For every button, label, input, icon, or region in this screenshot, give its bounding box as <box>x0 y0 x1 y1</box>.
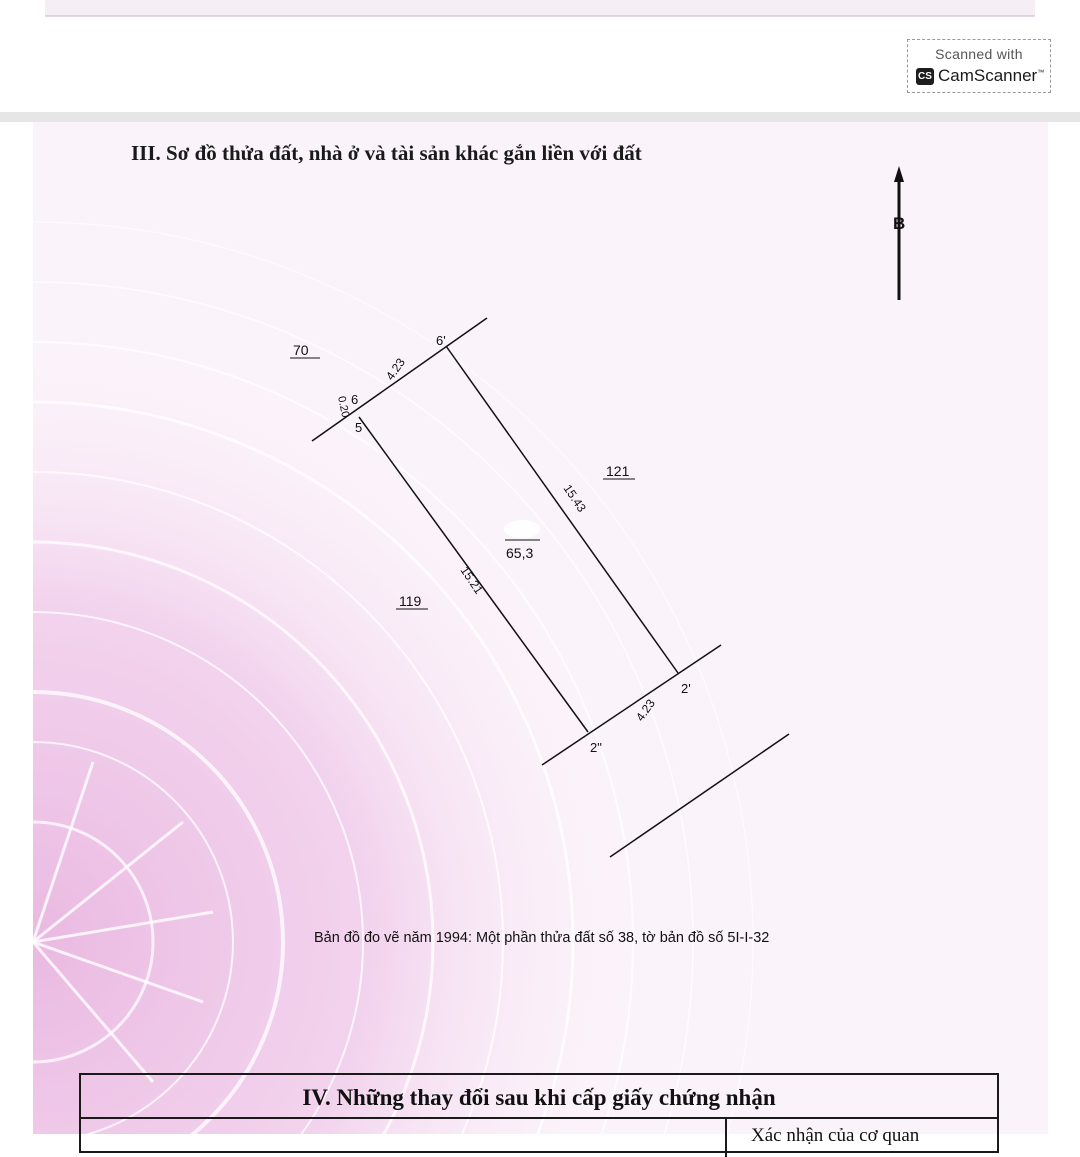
vertex-6-prime: 6' <box>436 333 446 348</box>
neighbor-parcel-121: 121 <box>606 463 630 479</box>
boundary-top-line <box>312 318 487 441</box>
edge-length-bottom: 4.23 <box>632 696 658 724</box>
column-header-confirmation: Xác nhận của cơ quan <box>751 1125 920 1146</box>
vertex-6: 6 <box>351 392 359 407</box>
table-divider <box>81 1117 997 1119</box>
parcel-boundary <box>312 318 789 857</box>
edge-length-short: 0.20 <box>335 395 352 419</box>
parcel-area: 65,3 <box>506 545 534 561</box>
watermark-brand-name: CamScanner <box>938 66 1038 85</box>
blurred-parcel-number <box>504 520 540 538</box>
table-column-divider <box>725 1117 727 1157</box>
boundary-right-line <box>446 346 678 673</box>
section-4-table <box>79 1073 999 1153</box>
vertex-2-prime: 2' <box>681 681 691 696</box>
edge-length-top: 4.23 <box>382 355 408 383</box>
vertex-2-double-prime: 2" <box>590 740 602 755</box>
edge-length-left: 15.21 <box>457 563 486 597</box>
edge-length-right: 15.43 <box>560 481 589 515</box>
section-3-title: III. Sơ đồ thửa đất, nhà ở và tài sản khác gắn liền với đất <box>131 141 642 165</box>
watermark-caption: Scanned with <box>935 46 1023 62</box>
watermark-trademark: ™ <box>1037 69 1045 77</box>
north-arrow-icon <box>894 166 904 300</box>
north-label: B <box>893 214 906 233</box>
neighbor-parcel-119: 119 <box>399 593 422 609</box>
map-source-note: Bản đồ đo vẽ năm 1994: Một phần thửa đất số 38, tờ bản đồ số 5I-I-32 <box>314 930 770 946</box>
vertex-5: 5 <box>355 420 363 435</box>
section-4-title: IV. Những thay đổi sau khi cấp giấy chứng nhận <box>302 1085 776 1110</box>
road-line <box>610 734 789 857</box>
neighbor-parcel-70: 70 <box>293 342 309 358</box>
camscanner-logo-icon: CS <box>916 68 934 85</box>
